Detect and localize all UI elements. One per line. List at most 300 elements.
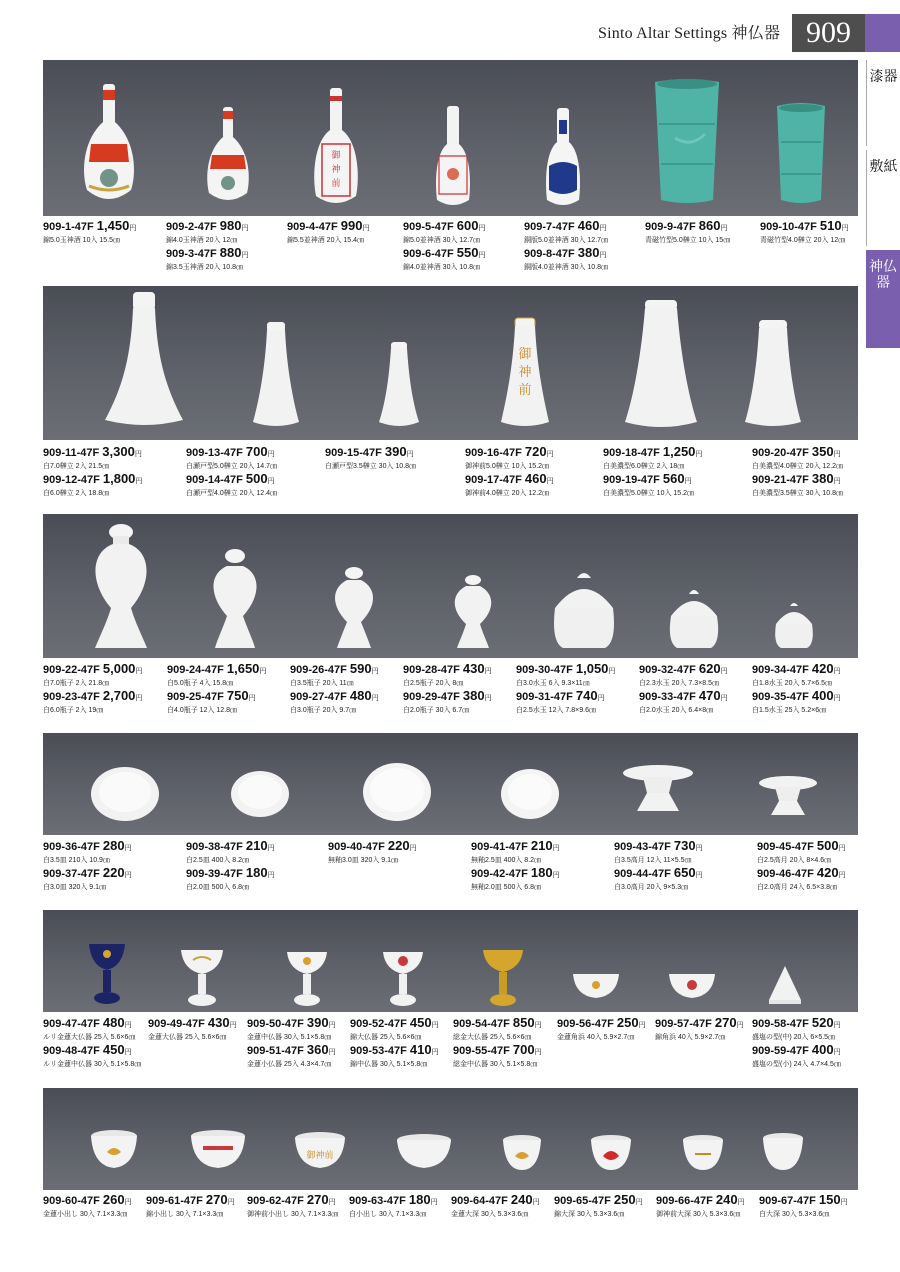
product-909-16 (465, 446, 554, 500)
product-desc: 白6.0瓶子 2入 19㎝ (43, 707, 104, 714)
product-code: 909-32-47F (639, 664, 696, 676)
product-909-4 (287, 220, 369, 247)
white-plate-3-5-image (89, 765, 161, 823)
product-code: 909-54-47F (453, 1018, 510, 1030)
header-accent-bar (865, 14, 900, 52)
product-price: 460 (524, 471, 547, 486)
product-code: 909-2-47F (166, 221, 217, 233)
yen-unit: 円 (534, 1022, 542, 1029)
yen-unit: 円 (478, 225, 486, 232)
product-desc: 白1.8水玉 20入 5.7×6.5㎝ (752, 680, 832, 687)
yen-unit: 円 (552, 845, 560, 852)
side-tab-altar[interactable] (866, 250, 900, 348)
product-909-13 (186, 446, 277, 500)
product-code: 909-21-47F (752, 474, 809, 486)
celadon-bamboo-vase-small-image (771, 102, 831, 208)
kinren-obuka-image (501, 1134, 543, 1174)
product-price: 550 (456, 245, 479, 260)
yen-unit: 円 (720, 225, 728, 232)
product-price: 220 (102, 865, 125, 880)
product-price: 1,250 (662, 444, 696, 459)
yen-unit: 円 (328, 1022, 336, 1029)
yen-unit: 円 (684, 478, 692, 485)
product-909-65 (554, 1194, 643, 1221)
yen-unit: 円 (134, 451, 142, 458)
shinzenmae-decor-char-3: 前 (518, 383, 532, 398)
celadon-bamboo-vase-large-image (647, 78, 727, 208)
product-desc: 白2.3水玉 20入 7.3×8.5㎝ (639, 680, 719, 687)
product-price: 650 (673, 865, 696, 880)
product-code: 909-16-47F (465, 447, 522, 459)
product-desc: 白3.5皿 210入 10.9㎝ (43, 857, 110, 864)
product-desc: 御神前4.0榊立 20入 12.2㎝ (465, 490, 550, 497)
side-tab-paper[interactable] (866, 150, 900, 246)
product-code: 909-11-47F (43, 447, 100, 459)
product-price: 390 (384, 444, 407, 459)
side-tab-label: 敷紙 (869, 158, 898, 174)
product-909-43 (614, 840, 703, 894)
ruri-kinren-butsuki-image (87, 940, 127, 1008)
product-code: 909-20-47F (752, 447, 809, 459)
nishiki-kodashi-image (189, 1128, 247, 1172)
product-code: 909-41-47F (471, 841, 528, 853)
yen-unit: 円 (838, 872, 846, 879)
product-desc: 白美濃型6.0榊立 2入 18㎝ (603, 463, 685, 470)
yen-unit: 円 (833, 1022, 841, 1029)
product-desc: 総金中仏器 30入 5.1×5.8㎝ (453, 1061, 538, 1068)
shinzenmae-kodashi-image (293, 1130, 347, 1172)
product-code: 909-10-47F (760, 221, 817, 233)
product-price: 740 (575, 688, 598, 703)
unglazed-plate-3-image (361, 761, 433, 823)
yen-unit: 円 (552, 872, 560, 879)
product-price: 450 (409, 1015, 432, 1030)
white-sakaki-seto-5-image (251, 320, 301, 430)
product-desc: ルリ金蓮中仏器 30入 5.1×5.8㎝ (43, 1061, 142, 1068)
product-code: 909-43-47F (614, 841, 671, 853)
product-desc: 白美濃型5.0榊立 10入 15.2㎝ (603, 490, 695, 497)
product-909-9 (645, 220, 730, 247)
product-price: 180 (530, 865, 553, 880)
caption-row-3 (43, 663, 858, 713)
product-909-60 (43, 1194, 132, 1221)
shinzenmae-decor-char-1: 御 (518, 347, 532, 362)
product-desc: 盛塩の型(小) 24入 4.7×4.5㎝ (752, 1061, 841, 1068)
product-desc: 白3.0高月 20入 9×5.3㎝ (614, 884, 689, 891)
white-obuka-image (761, 1132, 805, 1174)
white-sakaki-seto-3-5-image (377, 340, 421, 430)
yen-unit: 円 (431, 1049, 439, 1056)
side-tab-label: 漆器 (869, 68, 898, 84)
product-909-67 (759, 1194, 848, 1221)
product-909-50 (247, 1017, 336, 1071)
yen-unit: 円 (227, 1199, 235, 1206)
product-code: 909-50-47F (247, 1018, 304, 1030)
product-909-34 (752, 663, 841, 717)
product-photo-row-6 (43, 1088, 858, 1190)
product-desc: 錦小出し 30入 7.1×3.3㎝ (146, 1211, 224, 1218)
product-price: 720 (524, 444, 547, 459)
product-price: 520 (811, 1015, 834, 1030)
product-price: 250 (616, 1015, 639, 1030)
shinzenmae-obuka-image (681, 1134, 725, 1174)
product-desc: 白2.5水玉 12入 7.8×9.6㎝ (516, 707, 596, 714)
product-code: 909-28-47F (403, 664, 460, 676)
product-price: 240 (715, 1192, 738, 1207)
yen-unit: 円 (328, 1199, 336, 1206)
product-code: 909-8-47F (524, 248, 575, 260)
yen-unit: 円 (431, 1022, 439, 1029)
yen-unit: 円 (720, 695, 728, 702)
product-desc: 金蓮大深 30入 5.3×3.6㎝ (451, 1211, 529, 1218)
product-desc: 白5.0瓶子 4入 15.8㎝ (167, 680, 234, 687)
yen-unit: 円 (267, 872, 275, 879)
product-desc: 白3.0水玉 6入 9.3×11㎝ (516, 680, 590, 687)
white-takatsuki-3-5-image (621, 763, 695, 817)
product-909-26 (290, 663, 379, 717)
yen-unit: 円 (841, 225, 849, 232)
svg-text:神: 神 (331, 165, 341, 175)
yen-unit: 円 (430, 1199, 438, 1206)
yen-unit: 円 (328, 1049, 336, 1056)
product-code: 909-55-47F (453, 1045, 510, 1057)
product-price: 590 (349, 661, 372, 676)
product-909-58 (752, 1017, 841, 1071)
product-code: 909-26-47F (290, 664, 347, 676)
product-price: 500 (816, 838, 839, 853)
product-code: 909-35-47F (752, 691, 809, 703)
product-code: 909-18-47F (603, 447, 660, 459)
product-desc: 銅版5.0並神酒 30入 12.7㎝ (524, 237, 609, 244)
product-909-11 (43, 446, 142, 500)
product-price: 360 (306, 1042, 329, 1057)
product-price: 210 (245, 838, 268, 853)
yen-unit: 円 (241, 225, 249, 232)
product-desc: 錦4.0並神酒 30入 10.8㎝ (403, 264, 481, 271)
shinzenmae-decor-text: 御神前 (306, 1151, 334, 1161)
sake-bottle-nishiki-large-image (79, 82, 139, 212)
yen-unit: 円 (833, 451, 841, 458)
product-code: 909-34-47F (752, 664, 809, 676)
product-price: 380 (811, 471, 834, 486)
side-tab-lacquer[interactable] (866, 60, 900, 146)
product-code: 909-38-47F (186, 841, 243, 853)
yen-unit: 円 (478, 252, 486, 259)
yen-unit: 円 (599, 225, 607, 232)
product-photo-row-1 (43, 60, 858, 216)
product-909-30 (516, 663, 615, 717)
product-desc: 御神前小出し 30入 7.1×3.3㎝ (247, 1211, 339, 1218)
product-photo-row-2 (43, 286, 858, 440)
product-desc: 白4.0瓶子 12入 12.8㎝ (167, 707, 238, 714)
yen-unit: 円 (534, 1049, 542, 1056)
white-mizutama-3-image (547, 566, 621, 654)
yen-unit: 円 (484, 695, 492, 702)
white-heishi-2-5-image (447, 574, 499, 654)
product-code: 909-45-47F (757, 841, 814, 853)
product-price: 510 (819, 218, 842, 233)
product-909-45 (757, 840, 846, 894)
product-price: 450 (102, 1042, 125, 1057)
product-price: 620 (698, 661, 721, 676)
product-desc: 白2.0高月 24入 6.5×3.8㎝ (757, 884, 837, 891)
product-price: 430 (462, 661, 485, 676)
product-price: 210 (530, 838, 553, 853)
product-code: 909-36-47F (43, 841, 100, 853)
product-price: 420 (811, 661, 834, 676)
shinzenmae-decor-char-2: 神 (518, 365, 532, 380)
product-desc: 錦大深 30入 5.3×3.6㎝ (554, 1211, 625, 1218)
yen-unit: 円 (241, 252, 249, 259)
product-desc: 白7.0瓶子 2入 21.8㎝ (43, 680, 110, 687)
product-price: 480 (349, 688, 372, 703)
white-mizutama-1-8-image (771, 598, 817, 654)
product-price: 420 (816, 865, 839, 880)
product-code: 909-15-47F (325, 447, 382, 459)
product-code: 909-48-47F (43, 1045, 100, 1057)
product-909-5 (403, 220, 485, 274)
product-price: 400 (811, 688, 834, 703)
product-price: 400 (811, 1042, 834, 1057)
product-code: 909-49-47F (148, 1018, 205, 1030)
yen-unit: 円 (229, 1022, 237, 1029)
product-909-32 (639, 663, 728, 717)
product-price: 180 (245, 865, 268, 880)
product-price: 150 (818, 1192, 841, 1207)
product-price: 250 (613, 1192, 636, 1207)
yen-unit: 円 (124, 1049, 132, 1056)
caption-row-1 (43, 218, 858, 271)
product-price: 480 (102, 1015, 125, 1030)
caption-row-5 (43, 1017, 858, 1067)
product-photo-row-4 (43, 733, 858, 835)
product-price: 270 (205, 1192, 228, 1207)
product-code: 909-57-47F (655, 1018, 712, 1030)
product-price: 260 (102, 1192, 125, 1207)
product-desc: 錦大仏器 25入 5.6×6㎝ (350, 1034, 422, 1041)
caption-row-4 (43, 838, 858, 891)
product-price: 180 (408, 1192, 431, 1207)
sokin-dai-butsuki-image (481, 946, 525, 1008)
product-desc: 錦5.5並神酒 20入 15.4㎝ (287, 237, 365, 244)
product-desc: 金蓮小出し 30入 7.1×3.3㎝ (43, 1211, 128, 1218)
product-code: 909-29-47F (403, 691, 460, 703)
product-desc: 総金大仏器 25入 5.6×6㎝ (453, 1034, 532, 1041)
product-code: 909-42-47F (471, 868, 528, 880)
yen-unit: 円 (597, 695, 605, 702)
product-909-24 (167, 663, 266, 717)
product-code: 909-9-47F (645, 221, 696, 233)
product-code: 909-31-47F (516, 691, 573, 703)
yen-unit: 円 (371, 695, 379, 702)
product-909-57 (655, 1017, 744, 1044)
product-price: 990 (340, 218, 363, 233)
product-desc: 白瀬戸型3.5榊立 30入 10.8㎝ (325, 463, 417, 470)
product-909-41 (471, 840, 560, 894)
yen-unit: 円 (695, 451, 703, 458)
product-909-10 (760, 220, 849, 247)
product-price: 980 (219, 218, 242, 233)
yen-unit: 円 (840, 1199, 848, 1206)
product-code: 909-12-47F (43, 474, 100, 486)
product-price: 380 (577, 245, 600, 260)
product-price: 700 (245, 444, 268, 459)
product-code: 909-30-47F (516, 664, 573, 676)
product-desc: 白6.0榊立 2入 18.8㎝ (43, 490, 110, 497)
product-desc: 白瀬戸型5.0榊立 20入 14.7㎝ (186, 463, 278, 470)
product-price: 1,800 (102, 471, 136, 486)
svg-text:御: 御 (331, 151, 341, 161)
yen-unit: 円 (124, 845, 132, 852)
product-price: 750 (226, 688, 249, 703)
product-code: 909-19-47F (603, 474, 660, 486)
product-code: 909-27-47F (290, 691, 347, 703)
yen-unit: 円 (135, 695, 143, 702)
yen-unit: 円 (838, 845, 846, 852)
product-price: 700 (512, 1042, 535, 1057)
sake-bottle-nami-image (431, 104, 475, 212)
yen-unit: 円 (833, 478, 841, 485)
product-price: 860 (698, 218, 721, 233)
product-desc: 御神前大深 30入 5.3×3.6㎝ (656, 1211, 741, 1218)
product-909-18 (603, 446, 702, 500)
product-price: 350 (811, 444, 834, 459)
product-desc: 無釉3.0皿 320入 9.1㎝ (328, 857, 399, 864)
morishio-mold-image (765, 964, 805, 1006)
sake-bottle-copper-print-image (541, 106, 585, 212)
product-desc: 銅版4.0並神酒 30入 10.8㎝ (524, 264, 609, 271)
product-desc: 白2.0瓶子 30入 6.7㎝ (403, 707, 470, 714)
white-takatsuki-2-5-image (757, 775, 819, 821)
product-desc: 錦角浜 40入 5.9×2.7㎝ (655, 1034, 726, 1041)
sake-bottle-nishiki-medium-image (203, 105, 253, 211)
product-code: 909-24-47F (167, 664, 224, 676)
product-909-20 (752, 446, 843, 500)
product-code: 909-40-47F (328, 841, 385, 853)
product-code: 909-17-47F (465, 474, 522, 486)
yen-unit: 円 (135, 478, 143, 485)
product-desc: 白瀬戸型4.0榊立 20入 12.4㎝ (186, 490, 278, 497)
white-heishi-5-image (205, 548, 265, 654)
yen-unit: 円 (638, 1022, 646, 1029)
kinren-dai-butsuki-image (179, 946, 225, 1008)
white-heishi-3-5-image (327, 566, 381, 654)
product-desc: 白7.0榊立 2入 21.5㎝ (43, 463, 110, 470)
product-desc: 金蓮中仏器 30入 5.1×5.8㎝ (247, 1034, 332, 1041)
white-sakaki-vase-7-image (101, 290, 187, 430)
shinzenmae-sakaki-vase-image (497, 316, 553, 430)
white-mino-vase-6-image (623, 298, 699, 430)
product-909-28 (403, 663, 492, 717)
side-tab-label: 神仏器 (869, 258, 897, 290)
product-price: 390 (306, 1015, 329, 1030)
product-code: 909-51-47F (247, 1045, 304, 1057)
page-number: 909 (792, 14, 865, 52)
product-desc: 白1.5水玉 25入 5.2×6㎝ (752, 707, 827, 714)
nishiki-obuka-image (589, 1134, 633, 1174)
nishiki-kakuhama-image (667, 968, 717, 1004)
yen-unit: 円 (124, 872, 132, 879)
yen-unit: 円 (267, 478, 275, 485)
product-desc: 金蓮大仏器 25入 5.6×6㎝ (148, 1034, 227, 1041)
product-909-62 (247, 1194, 338, 1221)
product-price: 560 (662, 471, 685, 486)
product-code: 909-58-47F (752, 1018, 809, 1030)
yen-unit: 円 (267, 451, 275, 458)
product-desc: 白3.5高月 12入 11×5.5㎝ (614, 857, 692, 864)
product-price: 220 (387, 838, 410, 853)
product-code: 909-59-47F (752, 1045, 809, 1057)
product-desc: 白2.5瓶子 20入 8㎝ (403, 680, 464, 687)
yen-unit: 円 (695, 845, 703, 852)
product-909-1 (43, 220, 136, 247)
yen-unit: 円 (406, 451, 414, 458)
product-desc: 白美濃型3.5榊立 30入 10.8㎝ (752, 490, 844, 497)
product-code: 909-61-47F (146, 1195, 203, 1207)
yen-unit: 円 (833, 695, 841, 702)
product-909-47 (43, 1017, 141, 1071)
yen-unit: 円 (546, 478, 554, 485)
product-price: 410 (409, 1042, 432, 1057)
yen-unit: 円 (532, 1199, 540, 1206)
product-desc: 錦5.0並神酒 30入 12.7㎝ (403, 237, 481, 244)
product-desc: 無釉2.0皿 500入 6.8㎝ (471, 884, 542, 891)
product-code: 909-63-47F (349, 1195, 406, 1207)
product-desc: 白2.0皿 500入 6.8㎝ (186, 884, 250, 891)
product-desc: 金蓮小仏器 25入 4.3×4.7㎝ (247, 1061, 332, 1068)
product-code: 909-6-47F (403, 248, 454, 260)
product-909-36 (43, 840, 132, 894)
caption-row-2 (43, 446, 858, 496)
product-code: 909-1-47F (43, 221, 94, 233)
product-code: 909-5-47F (403, 221, 454, 233)
product-price: 380 (462, 688, 485, 703)
product-code: 909-64-47F (451, 1195, 508, 1207)
product-price: 5,000 (102, 661, 136, 676)
product-desc: 白3.0皿 320入 9.1㎝ (43, 884, 107, 891)
product-909-15 (325, 446, 416, 473)
yen-unit: 円 (124, 1199, 132, 1206)
product-909-2 (166, 220, 248, 274)
yen-unit: 円 (409, 845, 417, 852)
product-909-61 (146, 1194, 235, 1221)
unglazed-plate-2-5-image (499, 767, 561, 821)
white-heishi-7-image (85, 522, 157, 654)
product-desc: 錦4.0玉神酒 20入 12㎝ (166, 237, 238, 244)
product-code: 909-39-47F (186, 868, 243, 880)
product-desc: 錦3.5玉神酒 20入 10.8㎝ (166, 264, 244, 271)
product-desc: 白2.0水玉 20入 6.4×8㎝ (639, 707, 714, 714)
product-price: 730 (673, 838, 696, 853)
product-909-66 (656, 1194, 745, 1221)
product-909-52 (350, 1017, 439, 1071)
yen-unit: 円 (635, 1199, 643, 1206)
page-header-title: Sinto Altar Settings 神仏器 (598, 25, 781, 42)
product-price: 470 (698, 688, 721, 703)
product-code: 909-13-47F (186, 447, 243, 459)
product-desc: 錦5.0玉神酒 10入 15.5㎝ (43, 237, 121, 244)
product-price: 430 (207, 1015, 230, 1030)
caption-row-6 (43, 1194, 858, 1224)
yen-unit: 円 (608, 668, 616, 675)
kinren-kodashi-image (89, 1128, 139, 1172)
product-price: 600 (456, 218, 479, 233)
product-code: 909-60-47F (43, 1195, 100, 1207)
product-price: 1,650 (226, 661, 260, 676)
product-price: 240 (510, 1192, 533, 1207)
product-desc: 錦中仏器 30入 5.1×5.8㎝ (350, 1061, 428, 1068)
product-desc: 盛塩の型(中) 20入 6×5.5㎝ (752, 1034, 836, 1041)
